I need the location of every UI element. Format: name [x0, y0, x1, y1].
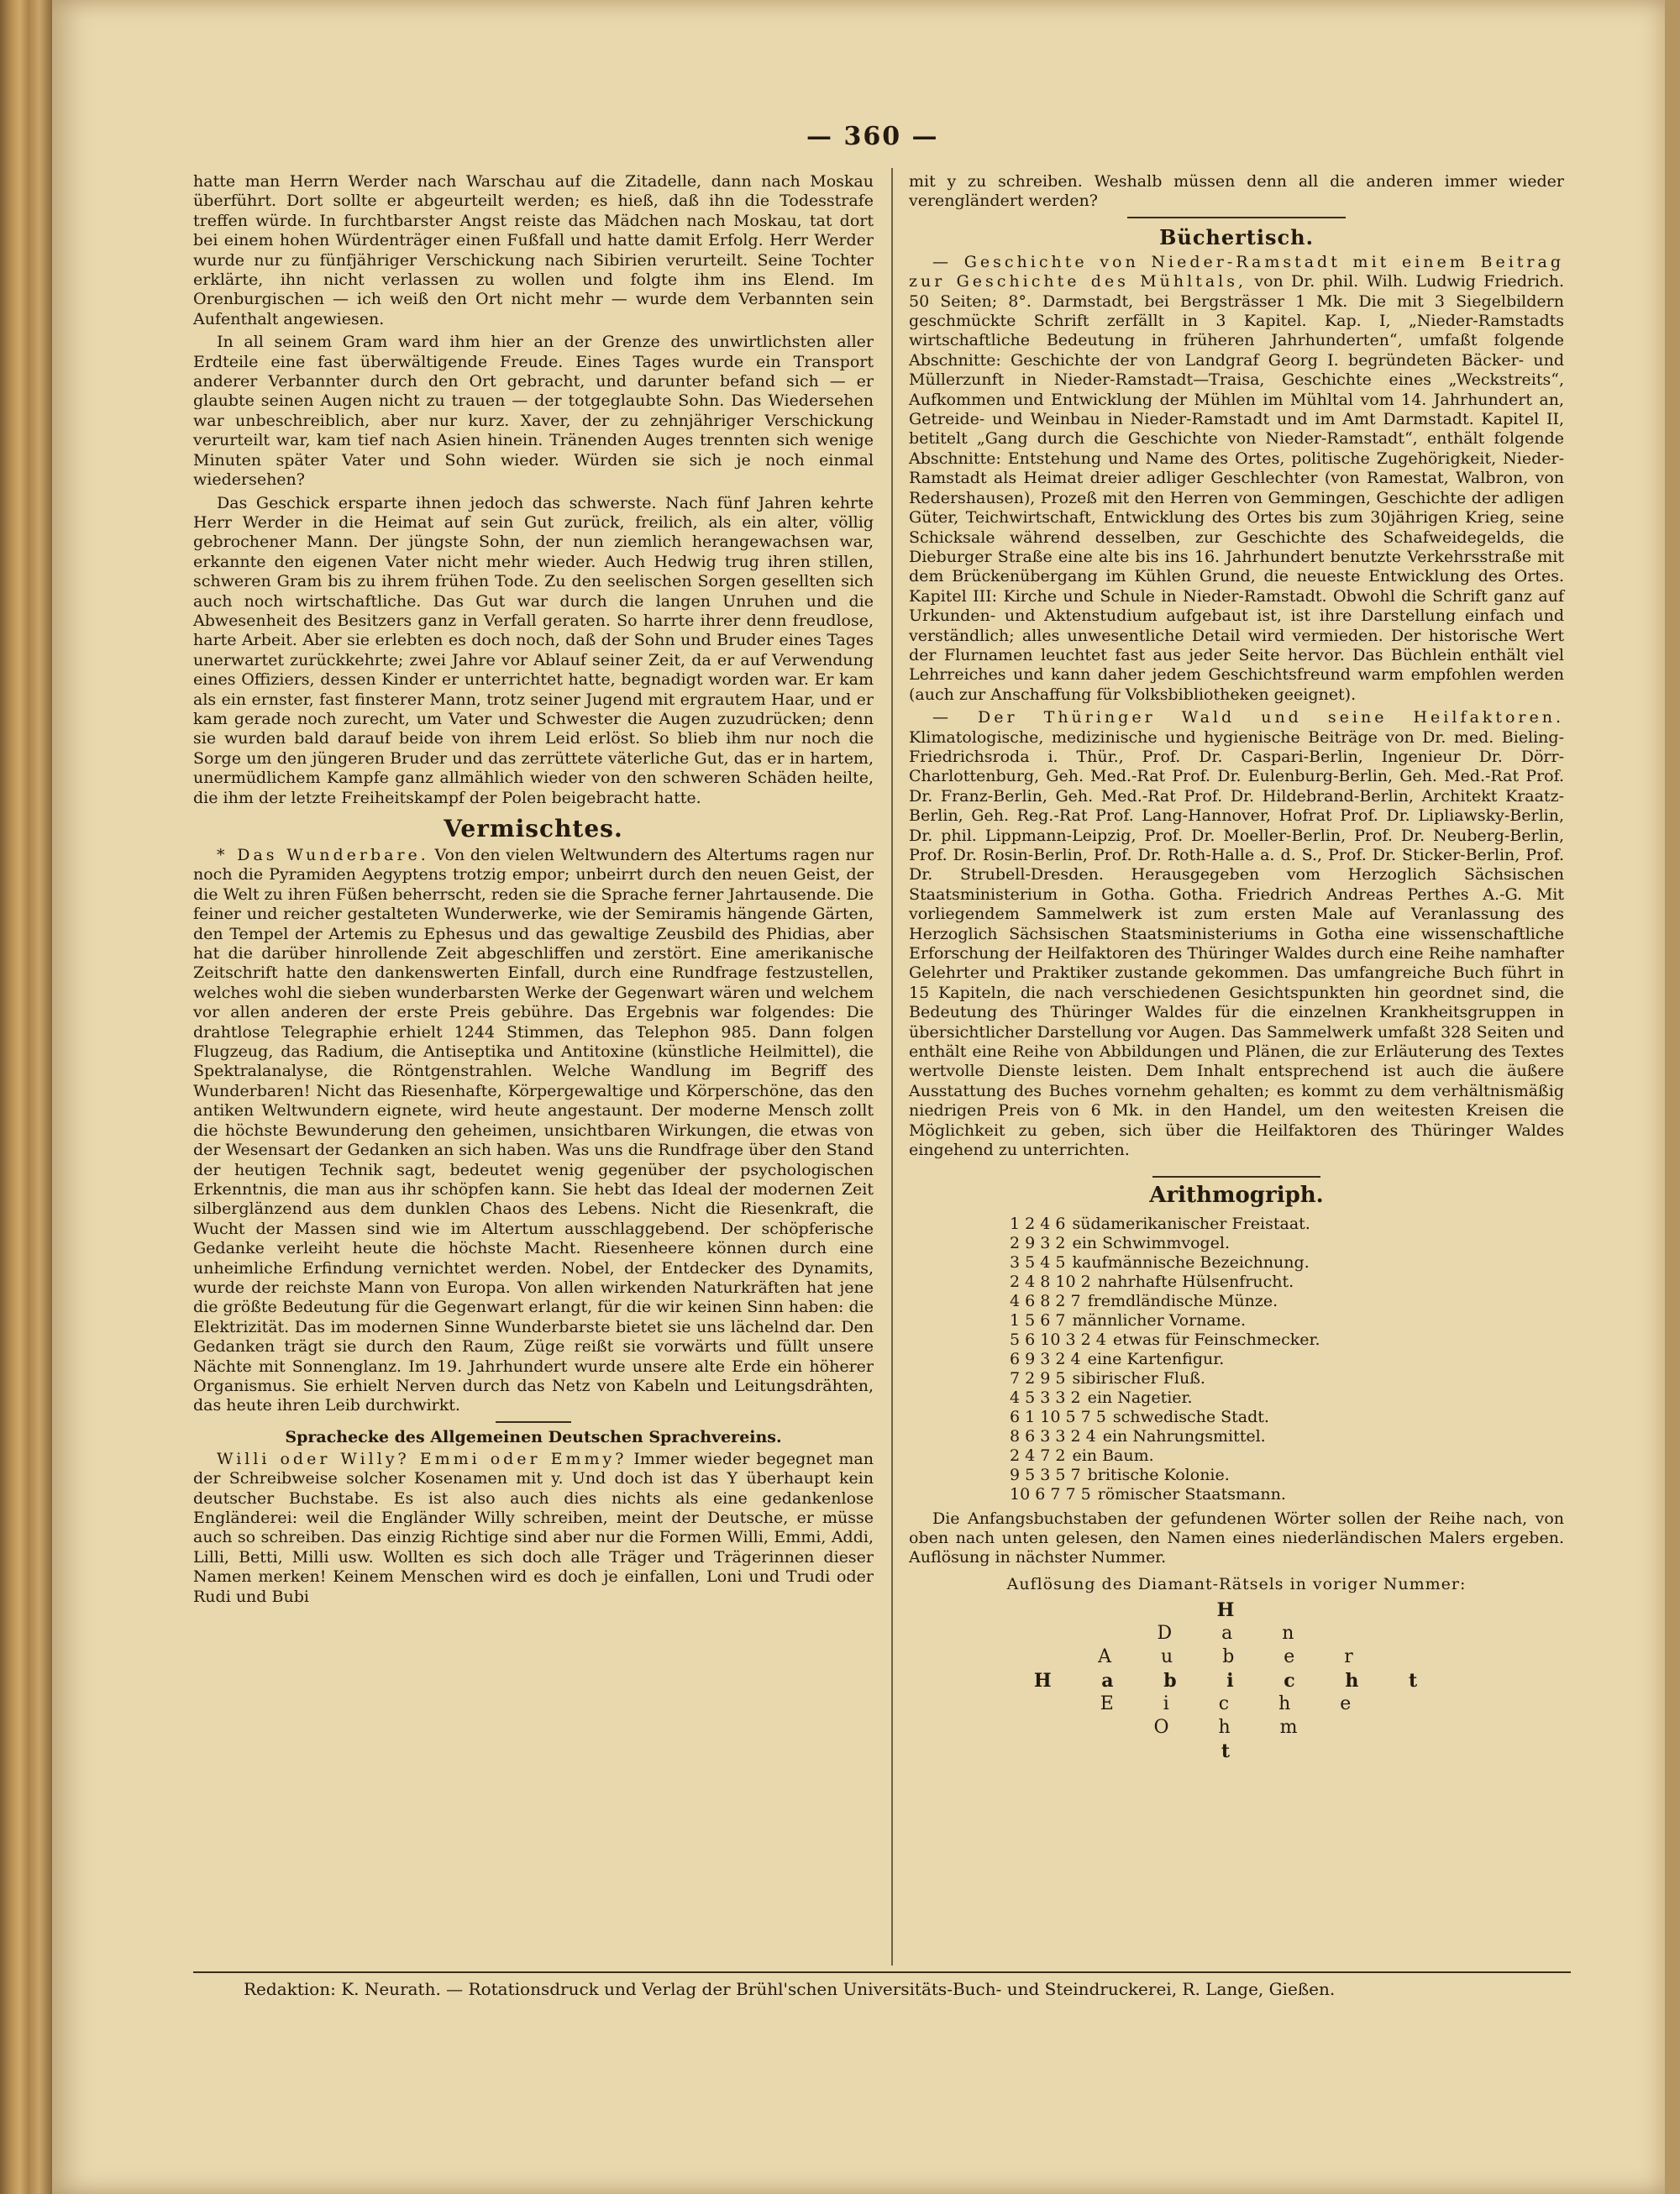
- puzzle-row: [909, 1369, 1564, 1388]
- page-number: — 360 —: [806, 122, 939, 151]
- column-divider: [891, 168, 893, 1966]
- book-edge: [0, 0, 52, 2194]
- solution-heading: Auflösung des Diamant-Rätsels in voriger Nummer:: [1006, 1574, 1467, 1593]
- puzzle-row: [909, 1485, 1564, 1504]
- buechertisch-heading: Büchertisch.: [1159, 224, 1314, 249]
- puzzle-numbers: 2 4 8 10 2: [1010, 1272, 1091, 1291]
- wunderbare-text: Von den vielen Weltwundern des Altertums ragen nur noch die Pyramiden Aegyptens trotzig empor; unbeirrt durch den neuen Geist, der die Welt zu ihren Füßen beherrscht, reden sie die Sprache ferner Jahrtausende. Die feiner und reicher gestalteten Wunderwerke, wie der Semiramis hängende Gärten, den Tempel der Artemis zu Ephesus und das gewaltige Zeusbild des Phidias, aber hat die darüber hinrollende Zeit abgeschliffen und zerstört. Eine amerikanische Zeitschrift hatte den dankenswerten Einfall, durch eine Rundfrage festzustellen, welches wohl die sieben wunderbarsten Werke der Gegenwart wären und welchem vor allen anderen der erste Preis gebühre. Das Ergebnis war folgendes: Die drahtlose Telegraphie erhielt 1244 Stimmen, das Telephon 985. Dann folgen Flugzeug, das Radium, die Antiseptika und Antitoxine (künstliche Heilmittel), die Spektralanalyse, die Röntgenstrahlen. Welche Wandlung im Begriff des Wunderbaren! Nicht das Riesenhafte, Körpergewaltige und Körperschöne, das den antiken Weltwundern eignete, wird heute angestaunt. Der moderne Mensch zollt die höchste Bewunderung den geheimen, unsichtbaren Wirkungen, die etwas von der Wesensart der Gedanken an sich haben. Was uns die Rundfrage über den Stand der heutigen Technik sagt, bedeutet wenig gegenüber der psychologischen Erkenntnis, die man aus ihr schöpfen kann. Sie hebt das Ideal der modernen Zeit silberglänzend aus dem dunklen Chaos des Lebens. Nicht die Riesenkraft, die Wucht der Massen sind wie im Altertum ausschlaggebend. Der schöpferische Gedanke verleiht heute die höchste Macht. Riesenheere können durch eine unheimliche Erfindung vernichtet werden. Nobel, der Entdecker des Dynamits, wurde der reichste Mann von Europa. Von allen wirkenden Naturkräften hat jene die größte Bedeutung für die Gegenwart erlangt, für die wir keinen Sinn haben: die Elektrizität. Das im modernen Sinne Wunderbarste bietet sie uns lächelnd dar. Den Gedanken trägt sie durch den Raum, Züge reißt sie vorwärts und füllt unsere Nächte mit Sonnenglanz. Im 19. Jahrhundert wurde unsere alte Erde ein höherer Organismus. Sie erhielt Nerven durch das Netz von Kabeln und Leitungsdrähten, das heute ihren Leib durchwirkt.: [193, 846, 874, 1415]
- puzzle-clue: ein Nahrungsmittel.: [1102, 1426, 1266, 1446]
- right-column: [909, 172, 1564, 1763]
- puzzle-clue: schwedische Stadt.: [1112, 1407, 1269, 1426]
- puzzle-row: [909, 1350, 1564, 1369]
- separator-rule: [1127, 217, 1346, 218]
- diamond-line: t: [1221, 1740, 1252, 1762]
- puzzle-numbers: 5 6 10 3 2 4: [1010, 1330, 1106, 1349]
- sprachecke-article: [193, 1450, 874, 1607]
- puzzle-clue: ein Schwimmvogel.: [1072, 1233, 1231, 1252]
- puzzle-numbers: 3 5 4 5: [1010, 1252, 1066, 1272]
- puzzle-clue: männlicher Vorname.: [1072, 1310, 1247, 1330]
- puzzle-numbers: 2 4 7 2: [1010, 1446, 1066, 1465]
- puzzle-clue: britische Kolonie.: [1087, 1465, 1230, 1484]
- sprachecke-lead: Willi oder Willy? Emmi oder Emmy?: [217, 1449, 627, 1468]
- puzzle-numbers: 7 2 9 5: [1010, 1368, 1066, 1388]
- imprint: Redaktion: K. Neurath. — Rotationsdruck und Verlag der Brühl'schen Universitäts-Buch- und Steindruckerei, R. Lange, Gießen.: [244, 1979, 1336, 1999]
- puzzle-numbers: 1 2 4 6: [1010, 1214, 1066, 1233]
- left-column: [193, 172, 874, 1610]
- puzzle-row: [909, 1292, 1564, 1311]
- vermischtes-heading: Vermischtes.: [444, 815, 623, 842]
- diamond-line: H a b i c h t: [1033, 1669, 1440, 1692]
- puzzle-numbers: 10 6 7 7 5: [1010, 1484, 1091, 1504]
- diamond-line: A u b e r: [1098, 1646, 1375, 1667]
- puzzle-row: [909, 1466, 1564, 1485]
- puzzle-numbers: 4 6 8 2 7: [1010, 1291, 1081, 1310]
- puzzle-clue: ein Nagetier.: [1087, 1388, 1193, 1407]
- diamond-solution: [909, 1598, 1564, 1763]
- book1-title: — Geschichte von Nieder-Ramstadt mit einem Beitrag zur Geschichte des Mühltals,: [909, 252, 1564, 291]
- story-paragraph: hatte man Herrn Werder nach Warschau auf die Zitadelle, dann nach Moskau überführt. Dort sollte er abgeurteilt werden; es hieß, daß ihn die Todesstrafe treffen würde. In furchtbarster Angst reiste das Mädchen nach Moskau, tat dort bei einem hohen Würdenträger einen Fußfall und hatte damit Erfolg. Herr Werder wurde nur zu fünfjähriger Verschickung nach Sibirien verurteilt. Seine Tochter erklärte, ihn nicht verlassen zu wollen und folgte ihm ins Elend. Im Orenburgischen — ich weiß den Ort nicht mehr — wurde dem Verbannten sein Aufenthalt angewiesen.: [193, 172, 874, 328]
- book-review-1: [909, 253, 1564, 705]
- puzzle-row: [909, 1273, 1564, 1292]
- puzzle-clue: etwas für Feinschmecker.: [1112, 1330, 1320, 1349]
- puzzle-clue: ein Baum.: [1072, 1446, 1154, 1465]
- puzzle-numbers: 8 6 3 3 2 4: [1010, 1426, 1096, 1446]
- sprachecke-heading: Sprachecke des Allgemeinen Deutschen Sprachvereins.: [285, 1427, 782, 1446]
- book-review-2: [909, 708, 1564, 1160]
- puzzle-row: [909, 1234, 1564, 1253]
- wunderbare-lead: * Das Wunderbare.: [217, 846, 429, 864]
- book2-title: — Der Thüringer Wald und seine Heilfaktoren.: [932, 708, 1564, 727]
- story-paragraph: In all seinem Gram ward ihm hier an der Grenze des unwirtlichsten aller Erdteile eine fast überwältigende Freude. Eines Tages wurde ein Transport anderer Verbannter durch den Ort gebracht, und darunter befand sich — er glaubte seinen Augen nicht zu trauen — der totgeglaubte Sohn. Das Wiedersehen war unbeschreiblich, aber nur kurz. Xaver, der zu zehnjähriger Verschickung verurteilt war, kam tief nach Asien hinein. Tränenden Auges trennten sich wenige Minuten später Vater und Sohn wieder. Würden sie sich je noch einmal wiedersehen?: [193, 333, 874, 490]
- puzzle-row: [909, 1388, 1564, 1408]
- puzzle-note: Die Anfangsbuchstaben der gefundenen Wörter sollen der Reihe nach, von oben nach unten gelesen, den Namen eines niederländischen Malers ergeben. Auflösung in nächster Nummer.: [909, 1509, 1564, 1567]
- puzzle-row: [909, 1253, 1564, 1273]
- arithmogriph-heading: Arithmogriph.: [1149, 1182, 1324, 1208]
- diamond-line: E i c h e: [1100, 1693, 1373, 1714]
- puzzle-clue: kaufmännische Bezeichnung.: [1072, 1252, 1310, 1272]
- sprachecke-continuation: mit y zu schreiben. Weshalb müssen denn all die anderen immer wieder verengländert werden?: [909, 172, 1564, 211]
- footer-rule: [193, 1971, 1571, 1973]
- puzzle-row: [909, 1446, 1564, 1466]
- puzzle-clue: sibirischer Fluß.: [1072, 1368, 1205, 1388]
- puzzle-numbers: 6 1 10 5 7 5: [1010, 1407, 1106, 1426]
- puzzle-clue: nahrhafte Hülsenfrucht.: [1097, 1272, 1294, 1291]
- puzzle-clue: eine Kartenfigur.: [1087, 1349, 1225, 1368]
- puzzle-numbers: 2 9 3 2: [1010, 1233, 1066, 1252]
- page-edge: [1665, 0, 1680, 2194]
- puzzle-numbers: 1 5 6 7: [1010, 1310, 1066, 1330]
- wunderbare-article: [193, 846, 874, 1416]
- puzzle-row: [909, 1311, 1564, 1331]
- puzzle-numbers: 4 5 3 3 2: [1010, 1388, 1081, 1407]
- book2-text: Klimatologische, medizinische und hygienische Beiträge von Dr. med. Bieling-Friedrichsroda i. Thür., Prof. Dr. Caspari-Berlin, Ingenieur Dr. Dörr-Charlottenburg, Geh. Med.-Rat Prof. Dr. Eulenburg-Berlin, Geh. Med.-Rat Prof. Dr. Franz-Berlin, Geh. Med.-Rat Prof. Dr. Hildebrand-Berlin, Architekt Kraatz-Berlin, Geh. Reg.-Rat Prof. Lang-Hannover, Hofrat Prof. Dr. Lipliawsky-Berlin, Dr. phil. Lippmann-Leipzig, Prof. Dr. Moeller-Berlin, Prof. Dr. Neuberg-Berlin, Prof. Dr. Rosin-Berlin, Prof. Dr. Roth-Halle a. d. S., Prof. Dr. Sticker-Berlin, Prof. Dr. Strubell-Dresden. Herausgegeben vom Herzoglich Sächsischen Staatsministerium in Gotha. Gotha. Friedrich Andreas Perthes A.-G. Mit vorliegendem Sammelwerk ist zum ersten Male auf Veranlassung des Herzoglich Sächsischen Staatsministeriums in Gotha eine wissenschaftliche Erforschung der Heilfaktoren des Thüringer Waldes durch eine Reihe namhafter Gelehrter und Praktiker zustande gekommen. Das umfangreiche Buch führt in 15 Kapiteln, die nach verschiedenen Gesichtspunkten hin geordnet sind, die Bedeutung des Thüringer Waldes für die einzelnen Krankheitsgruppen in übersichtlicher Darstellung vor Augen. Das Sammelwerk umfaßt 328 Seiten und enthält eine Reihe von Abbildungen und Plänen, die zur Erläuterung des Textes wertvolle Dienste leisten. Dem Inhalt entsprechend ist auch die äußere Ausstattung des Buches vornehm gehalten; es kommt zu dem verhältnismäßig niedrigen Preis von 6 Mk. in den Handel, um den weitesten Kreisen die Möglichkeit zu geben, sich über die Heilfaktoren des Thüringer Waldes eingehend zu unterrichten.: [909, 727, 1564, 1160]
- diamond-line: H: [1216, 1598, 1257, 1621]
- puzzle-numbers: 6 9 3 2 4: [1010, 1349, 1081, 1368]
- puzzle-row: [909, 1408, 1564, 1427]
- puzzle-clue: römischer Staatsmann.: [1097, 1484, 1286, 1504]
- separator-rule: [1152, 1176, 1320, 1178]
- diamond-line: D a n: [1157, 1622, 1316, 1644]
- puzzle-row: [909, 1331, 1564, 1350]
- book1-text: von Dr. phil. Wilh. Ludwig Friedrich. 50 Seiten; 8°. Darmstadt, bei Bergsträsser 1 Mk. Die mit 3 Siegelbildern geschmückte Schrift zerfällt in 3 Kapitel. Kap. I, „Nieder-Ramstadts wirtschaftliche Bedeutung in früheren Jahrhunderten“, umfaßt folgende Abschnitte: Geschichte der von Landgraf Georg I. begründeten Bäcker- und Müllerzunft in Nieder-Ramstadt—Traisa, Geschichte eines „Weckstreits“, Aufkommen und Entwicklung der Mühlen im Mühltal vom 14. Jahrhundert an, Getreide- und Weinbau in Nieder-Ramstadt und im Amt Darmstadt. Kapitel II, betitelt „Gang durch die Geschichte von Nieder-Ramstadt“, enthält folgende Abschnitte: Entstehung und Name des Ortes, politische Zugehörigkeit, Nieder-Ramstadt als Heimat dreier adliger Geschlechter (von Ramestat, Walbron, von Redershausen), Prozeß mit den Herren von Gemmingen, Geschichte der adligen Güter, Teichwirtschaft, Entwicklung des Ortes bis zum 30jährigen Krieg, seine Schicksale während desselben, zur Geschichte des Schafweidegelds, die Dieburger Straße eine alte bis ins 16. Jahrhundert benutzte Verkehrsstraße mit dem Brückenübergang im Kühlen Grund, die neueste Entwicklung des Ortes. Kapitel III: Kirche und Schule in Nieder-Ramstadt. Obwohl die Schrift ganz auf Urkunden- und Aktenstudium aufgebaut ist, ist ihre Darstellung einfach und verständlich; alles unwesentliche Detail wird vermieden. Der historische Wert der Flurnamen leuchtet fast aus jeder Seite hervor. Das Büchlein enthält viel Lehrreiches und kann daher jedem Geschichtsfreund warm empfohlen werden (auch zur Anschaffung für Volksbibliotheken geeignet).: [909, 272, 1565, 704]
- story-paragraph: Das Geschick ersparte ihnen jedoch das schwerste. Nach fünf Jahren kehrte Herr Werder in die Heimat auf sein Gut zurück, freilich, als ein alter, völlig gebrochener Mann. Der jüngste Sohn, der nun ziemlich herangewachsen war, erkannte den eigenen Vater nicht mehr wieder. Auch Hedwig trug ihren stillen, schweren Gram bis zu ihrem frühen Tode. Zu den seelischen Sorgen gesellten sich auch noch wirtschaftliche. Das Gut war durch die langen Unruhen und die Abwesenheit des Besitzers ganz in Verfall geraten. So harrte ihrer denn freudlose, harte Arbeit. Aber sie erlebten es doch noch, daß der Sohn und Bruder eines Tages unerwartet zurückkehrte; zwei Jahre vor Ablauf seiner Zeit, da er auf Verwendung eines Offiziers, dessen Kinder er unterrichtet hatte, begnadigt worden war. Er kam als ein ernster, fast finsterer Mann, trotz seiner Jugend mit ergrautem Haar, und er kam gerade noch zurecht, um Vater und Schwester die Augen zuzudrücken; denn sie wurden bald darauf beide von ihrem Leid erlöst. So blieb ihm nur noch die Sorge um den jüngeren Bruder und das zerrüttete väterliche Gut, das er in hartem, unermüdlichem Kampfe ganz allmählich wieder von den schweren Schäden heilte, die ihm der letzte Freiheitskampf der Polen beigebracht hatte.: [193, 493, 874, 807]
- separator-rule: [496, 1421, 571, 1423]
- puzzle-clue: südamerikanischer Freistaat.: [1072, 1214, 1310, 1233]
- puzzle-clue: fremdländische Münze.: [1087, 1291, 1278, 1310]
- puzzle-list: [909, 1215, 1564, 1504]
- sprachecke-text: Immer wieder begegnet man der Schreibweise solcher Kosenamen mit y. Und doch ist das Y überhaupt kein deutscher Buchstabe. Es ist also auch dies nichts als eine gedankenlose Engländerei: weil die Engländer Willy schreiben, meint der Deutsche, er müsse auch so schreiben. Das einzig Richtige sind aber nur die Formen Willi, Emmi, Addi, Lilli, Betti, Milli usw. Wollten es sich doch alle Träger und Trägerinnen dieser Namen merken! Keinem Menschen wird es doch je einfallen, Loni und Trudi oder Rudi und Bubi: [193, 1449, 874, 1606]
- puzzle-numbers: 9 5 3 5 7: [1010, 1465, 1081, 1484]
- puzzle-row: [909, 1427, 1564, 1446]
- diamond-line: O h m: [1153, 1716, 1320, 1738]
- puzzle-row: [909, 1215, 1564, 1234]
